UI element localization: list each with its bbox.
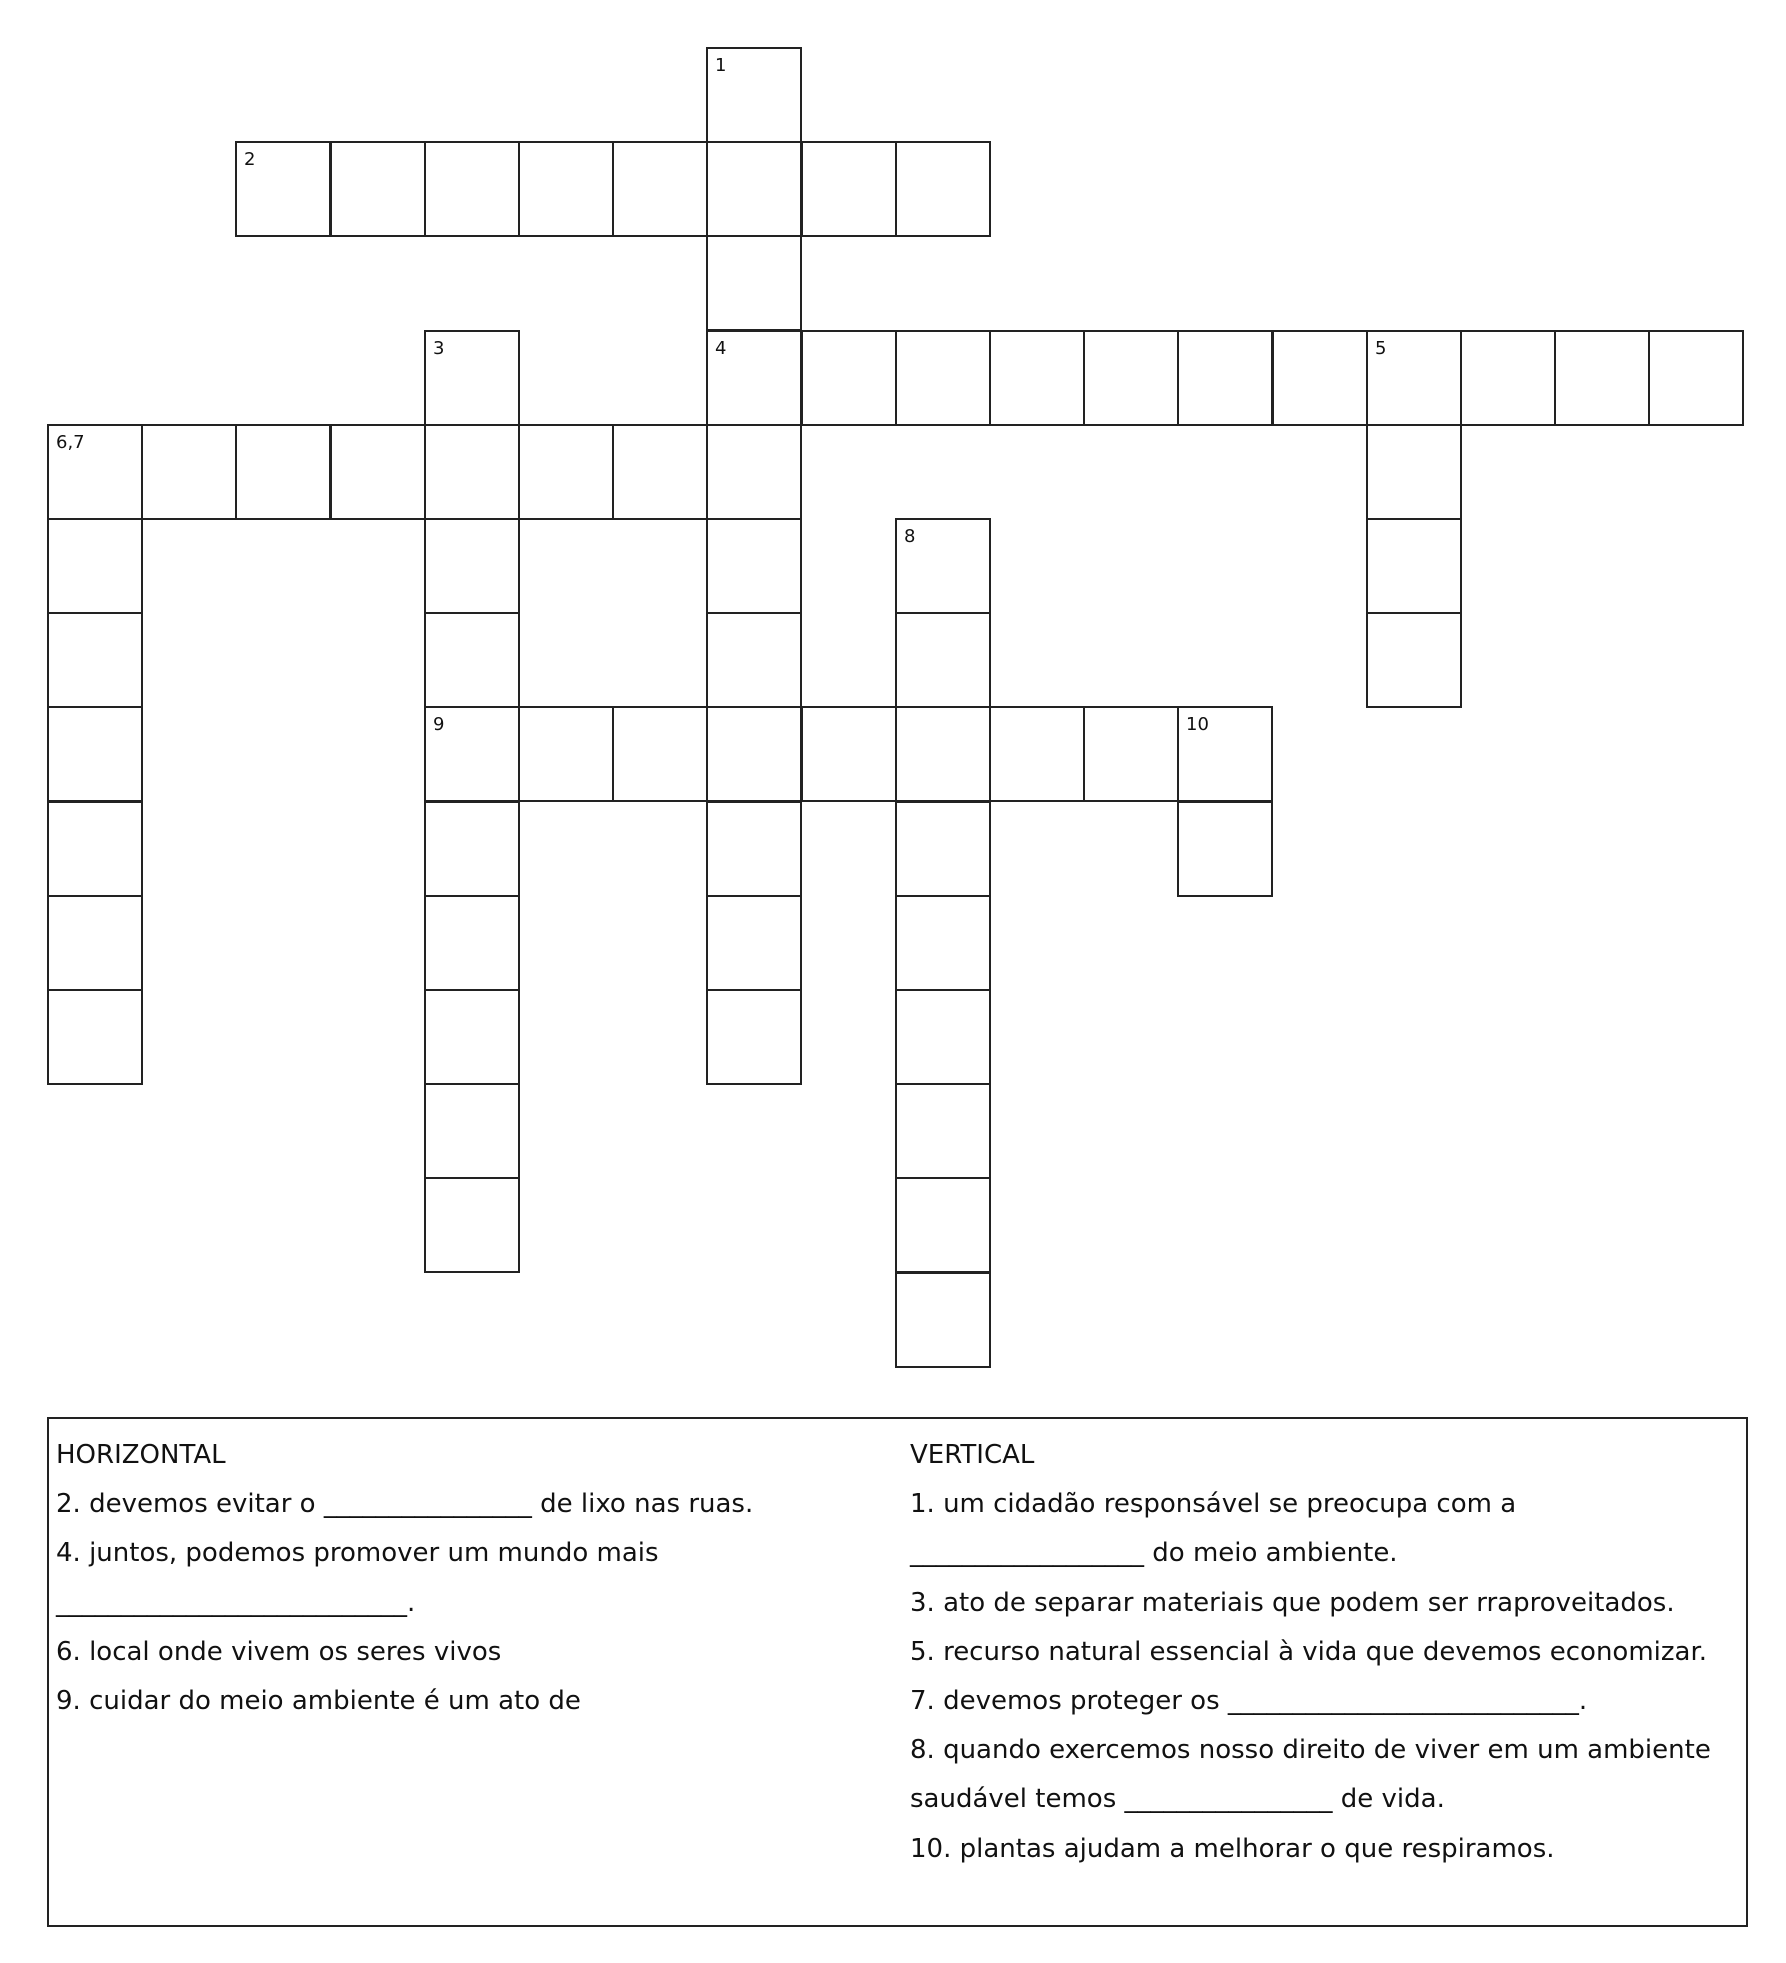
grid-cell[interactable] bbox=[1177, 330, 1273, 426]
clue-line: 9. cuidar do meio ambiente é um ato de bbox=[56, 1685, 581, 1716]
vertical-heading: VERTICAL bbox=[910, 1440, 1035, 1470]
clue-line: 2. devemos evitar o ________________ de lixo nas ruas. bbox=[56, 1489, 754, 1520]
grid-cell[interactable] bbox=[1366, 518, 1462, 614]
grid-cell[interactable] bbox=[47, 612, 143, 708]
grid-cell[interactable] bbox=[1177, 801, 1273, 897]
grid-cell[interactable] bbox=[895, 1083, 991, 1179]
grid-cell[interactable] bbox=[424, 612, 520, 708]
clue-number: 3 bbox=[433, 338, 445, 359]
grid-cell[interactable] bbox=[424, 141, 520, 237]
grid-cell[interactable] bbox=[612, 706, 708, 802]
grid-cell[interactable] bbox=[706, 801, 802, 897]
grid-cell[interactable] bbox=[895, 1272, 991, 1368]
grid-cell[interactable] bbox=[47, 518, 143, 614]
grid-cell[interactable] bbox=[801, 330, 897, 426]
clue-number: 2 bbox=[244, 149, 256, 170]
clue-number: 8 bbox=[904, 526, 916, 547]
grid-cell[interactable] bbox=[424, 1177, 520, 1273]
grid-cell[interactable] bbox=[518, 141, 614, 237]
grid-cell[interactable] bbox=[895, 801, 991, 897]
grid-cell[interactable] bbox=[989, 706, 1085, 802]
grid-cell[interactable] bbox=[801, 706, 897, 802]
grid-cell[interactable] bbox=[706, 612, 802, 708]
grid-cell[interactable] bbox=[1366, 424, 1462, 520]
grid-cell[interactable] bbox=[141, 424, 237, 520]
clue-line: 6. local onde vivem os seres vivos bbox=[56, 1636, 502, 1667]
clue-line: 3. ato de separar materiais que podem ser rraproveitados. bbox=[910, 1587, 1675, 1618]
grid-cell[interactable] bbox=[1366, 330, 1462, 426]
clue-number: 10 bbox=[1186, 714, 1209, 735]
grid-cell[interactable] bbox=[235, 424, 331, 520]
grid-cell[interactable] bbox=[1554, 330, 1650, 426]
grid-cell[interactable] bbox=[706, 989, 802, 1085]
vertical-clues bbox=[910, 1431, 1711, 1874]
grid-cell[interactable] bbox=[706, 895, 802, 991]
grid-cell[interactable] bbox=[424, 424, 520, 520]
grid-cell[interactable] bbox=[424, 1083, 520, 1179]
grid-cell[interactable] bbox=[706, 424, 802, 520]
grid-cell[interactable] bbox=[895, 612, 991, 708]
clue-line: 4. juntos, podemos promover um mundo mais bbox=[56, 1538, 659, 1569]
grid-cell[interactable] bbox=[895, 141, 991, 237]
grid-cell[interactable] bbox=[706, 141, 802, 237]
grid-cell[interactable] bbox=[706, 706, 802, 802]
clue-number: 1 bbox=[715, 55, 727, 76]
clue-line: ___________________________. bbox=[56, 1587, 416, 1618]
grid-cell[interactable] bbox=[1083, 706, 1179, 802]
grid-cell[interactable] bbox=[424, 895, 520, 991]
grid-cell[interactable] bbox=[518, 706, 614, 802]
grid-cell[interactable] bbox=[47, 895, 143, 991]
clue-number: 5 bbox=[1375, 338, 1387, 359]
grid-cell[interactable] bbox=[895, 895, 991, 991]
grid-cell[interactable] bbox=[989, 330, 1085, 426]
grid-cell[interactable] bbox=[706, 235, 802, 331]
grid-cell[interactable] bbox=[424, 706, 520, 802]
grid-cell[interactable] bbox=[895, 518, 991, 614]
grid-cell[interactable] bbox=[1648, 330, 1744, 426]
grid-cell[interactable] bbox=[1366, 612, 1462, 708]
clue-line: 10. plantas ajudam a melhorar o que respiramos. bbox=[910, 1833, 1555, 1864]
grid-cell[interactable] bbox=[330, 424, 426, 520]
grid-cell[interactable] bbox=[895, 1177, 991, 1273]
grid-cell[interactable] bbox=[424, 330, 520, 426]
grid-cell[interactable] bbox=[518, 424, 614, 520]
grid-cell[interactable] bbox=[47, 989, 143, 1085]
grid-cell[interactable] bbox=[706, 330, 802, 426]
grid-cell[interactable] bbox=[612, 141, 708, 237]
grid-cell[interactable] bbox=[330, 141, 426, 237]
clue-line: 5. recurso natural essencial à vida que devemos economizar. bbox=[910, 1636, 1708, 1667]
clue-number: 9 bbox=[433, 714, 445, 735]
grid-cell[interactable] bbox=[47, 424, 143, 520]
grid-cell[interactable] bbox=[1177, 706, 1273, 802]
grid-cell[interactable] bbox=[612, 424, 708, 520]
clue-line: __________________ do meio ambiente. bbox=[910, 1538, 1398, 1569]
grid-cell[interactable] bbox=[706, 47, 802, 143]
clue-number: 6,7 bbox=[56, 432, 85, 453]
grid-cell[interactable] bbox=[47, 801, 143, 897]
clue-line: 7. devemos proteger os ___________________________. bbox=[910, 1685, 1588, 1716]
grid-cell[interactable] bbox=[1083, 330, 1179, 426]
grid-cell[interactable] bbox=[1272, 330, 1368, 426]
grid-cell[interactable] bbox=[424, 518, 520, 614]
grid-cell[interactable] bbox=[424, 801, 520, 897]
clue-line: 1. um cidadão responsável se preocupa com a bbox=[910, 1489, 1517, 1520]
clues-box bbox=[47, 1417, 1748, 1927]
clue-number: 4 bbox=[715, 338, 727, 359]
clue-line: saudável temos ________________ de vida. bbox=[910, 1784, 1445, 1815]
grid-cell[interactable] bbox=[424, 989, 520, 1085]
grid-cell[interactable] bbox=[706, 518, 802, 614]
grid-cell[interactable] bbox=[801, 141, 897, 237]
grid-cell[interactable] bbox=[895, 989, 991, 1085]
horizontal-clues bbox=[56, 1431, 753, 1726]
grid-cell[interactable] bbox=[235, 141, 331, 237]
grid-cell[interactable] bbox=[47, 706, 143, 802]
grid-cell[interactable] bbox=[895, 330, 991, 426]
clue-line: 8. quando exercemos nosso direito de viver em um ambiente bbox=[910, 1735, 1711, 1766]
grid-cell[interactable] bbox=[895, 706, 991, 802]
grid-cell[interactable] bbox=[1460, 330, 1556, 426]
horizontal-heading: HORIZONTAL bbox=[56, 1440, 226, 1470]
